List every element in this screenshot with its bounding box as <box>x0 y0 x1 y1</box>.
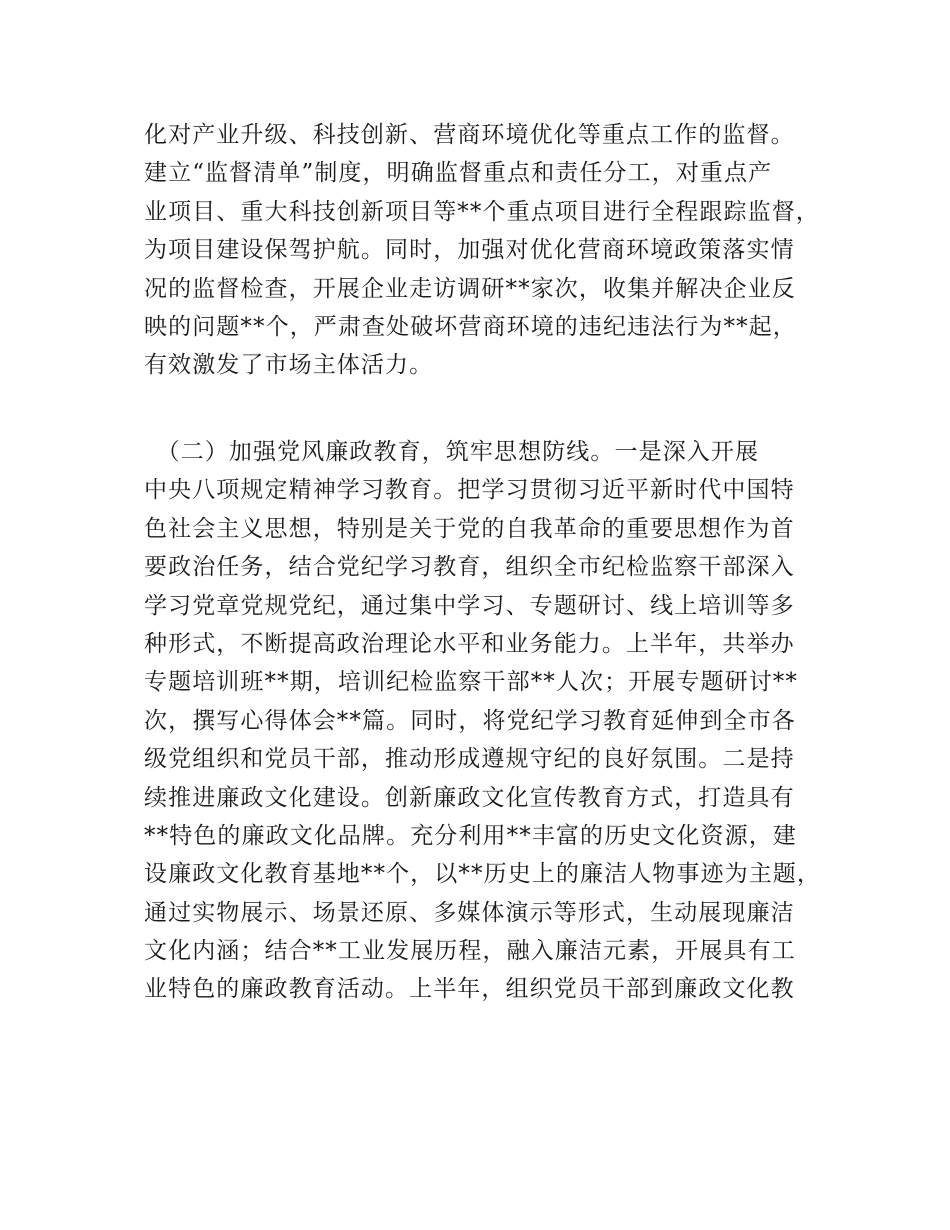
text-line: 级党组织和党员干部，推动形成遵规守纪的良好氛围。二是持 <box>144 746 795 773</box>
text-line: 中央八项规定精神学习教育。把学习贯彻习近平新时代中国特 <box>144 477 795 504</box>
text-line: 续推进廉政文化建设。创新廉政文化宣传教育方式，打造具有 <box>144 784 795 811</box>
text-line: 有效激发了市场主体活力。 <box>144 352 434 379</box>
text-line: 化对产业升级、科技创新、营商环境优化等重点工作的监督。 <box>144 122 795 148</box>
paragraph-continued <box>144 116 824 385</box>
text-line: 色社会主义思想，特别是关于党的自我革命的重要思想作为首 <box>144 515 795 542</box>
text-line: 业特色的廉政教育活动。上半年，组织党员干部到廉政文化教 <box>144 976 795 1003</box>
text-line: 要政治任务，结合党纪学习教育，组织全市纪检监察干部深入 <box>144 554 795 581</box>
paragraph-section-2 <box>144 433 824 1009</box>
text-line: 设廉政文化教育基地**个，以**历史上的廉洁人物事迹为主题， <box>144 861 821 888</box>
text-line: 映的问题**个，严肃查处破坏营商环境的违纪违法行为**起， <box>144 313 797 340</box>
text-line: 业项目、重大科技创新项目等**个重点项目进行全程跟踪监督， <box>144 198 820 225</box>
text-line: **特色的廉政文化品牌。充分利用**丰富的历史文化资源，建 <box>144 822 797 849</box>
text-line: 为项目建设保驾护航。同时，加强对优化营商环境政策落实情 <box>144 237 795 264</box>
text-line: 学习党章党规党纪，通过集中学习、专题研讨、线上培训等多 <box>144 592 795 619</box>
text-line: 况的监督检查，开展企业走访调研**家次，收集并解决企业反 <box>144 275 796 302</box>
section-heading-line: （二）加强党风廉政教育，筑牢思想防线。一是深入开展 <box>144 439 760 465</box>
text-line: 次，撰写心得体会**篇。同时，将党纪学习教育延伸到全市各 <box>144 707 796 734</box>
text-line: 建立“监督清单”制度，明确监督重点和责任分工，对重点产 <box>144 160 773 187</box>
text-line: 文化内涵；结合**工业发展历程，融入廉洁元素，开展具有工 <box>144 938 796 965</box>
text-line: 种形式，不断提高政治理论水平和业务能力。上半年，共举办 <box>144 630 795 657</box>
text-line: 通过实物展示、场景还原、多媒体演示等形式，生动展现廉洁 <box>144 899 795 926</box>
text-line: 专题培训班**期，培训纪检监察干部**人次；开展专题研讨** <box>144 669 798 696</box>
